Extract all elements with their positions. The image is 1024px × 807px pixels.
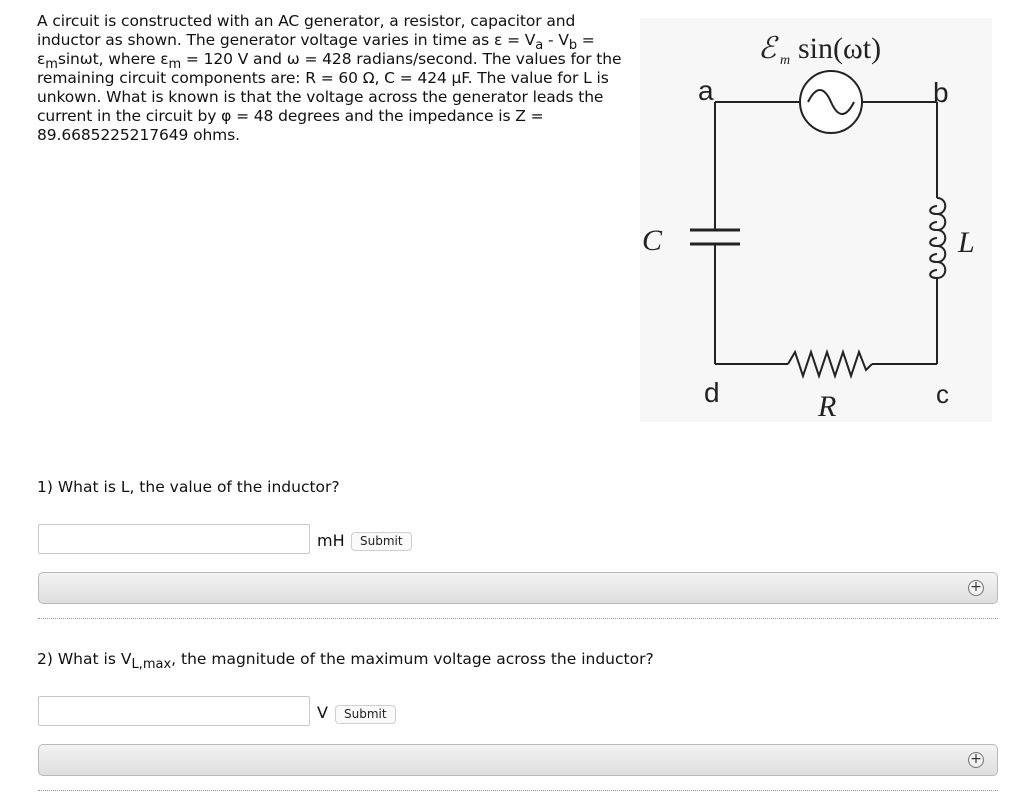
divider-1 xyxy=(38,618,998,619)
em-subscript-2: m xyxy=(168,57,182,72)
answer-2-unit: V xyxy=(317,703,328,722)
problem-rest: = 120 V and ω = 428 radians/second. The values for the remaining circuit components are: R = 60 Ω, C = 424 μF. The value for L is unkown. What is known is that the voltage across the generator leads the current in the circuit by φ = 48 degrees and the impedance is Z = 89.6685225217649 ohms. xyxy=(37,50,622,144)
question-2-number: 2) xyxy=(37,650,53,668)
answer-2-input[interactable] xyxy=(38,696,310,726)
plus-circle-icon[interactable]: + xyxy=(968,580,984,596)
node-d-label: d xyxy=(704,377,720,408)
problem-statement xyxy=(37,12,637,145)
inductor-icon xyxy=(930,198,945,286)
question-2-text-after: , the magnitude of the maximum voltage across the inductor? xyxy=(171,650,654,668)
problem-intro: A circuit is constructed with an AC generator, a resistor, capacitor and inductor as shown. The generator voltage varies in time as ε = V xyxy=(37,12,576,49)
hint-1-expander[interactable] xyxy=(38,572,998,604)
question-1-number: 1) xyxy=(37,478,53,496)
answer-1-unit: mH xyxy=(317,531,345,550)
circuit-diagram xyxy=(640,18,992,422)
question-2-text-before: What is V xyxy=(57,650,132,668)
ac-source-icon xyxy=(800,71,862,133)
source-function: sin(ωt) xyxy=(798,32,882,65)
resistor-icon xyxy=(788,352,872,376)
question-1 xyxy=(37,478,340,496)
divider-2 xyxy=(38,790,998,791)
circuit-svg xyxy=(640,18,992,422)
question-2 xyxy=(37,650,654,672)
plus-circle-icon[interactable]: + xyxy=(968,752,984,768)
submit-1-button[interactable]: Submit xyxy=(351,532,412,551)
problem-minus: - V xyxy=(543,31,569,49)
capacitor-icon xyxy=(690,230,740,244)
source-label: ℰ xyxy=(758,32,777,65)
resistor-label: R xyxy=(818,390,837,422)
source-sub: m xyxy=(780,53,791,68)
problem-equals: = xyxy=(576,31,595,49)
vb-subscript: b xyxy=(568,38,577,53)
question-1-text: What is L, the value of the inductor? xyxy=(57,478,340,496)
node-b-label: b xyxy=(933,77,949,108)
inductor-label: L xyxy=(958,226,975,259)
em-text: sinωt, where ε xyxy=(57,50,169,68)
node-a-label: a xyxy=(698,75,714,106)
answer-1-input[interactable] xyxy=(38,524,310,554)
va-subscript: a xyxy=(535,38,544,53)
submit-2-button[interactable]: Submit xyxy=(335,705,396,724)
em-prefix: ε xyxy=(37,50,46,68)
capacitor-label: C xyxy=(642,224,663,257)
em-subscript: m xyxy=(45,57,58,72)
question-2-subscript: L,max xyxy=(131,657,172,672)
hint-2-expander[interactable] xyxy=(38,744,998,776)
node-c-label: c xyxy=(936,379,949,409)
